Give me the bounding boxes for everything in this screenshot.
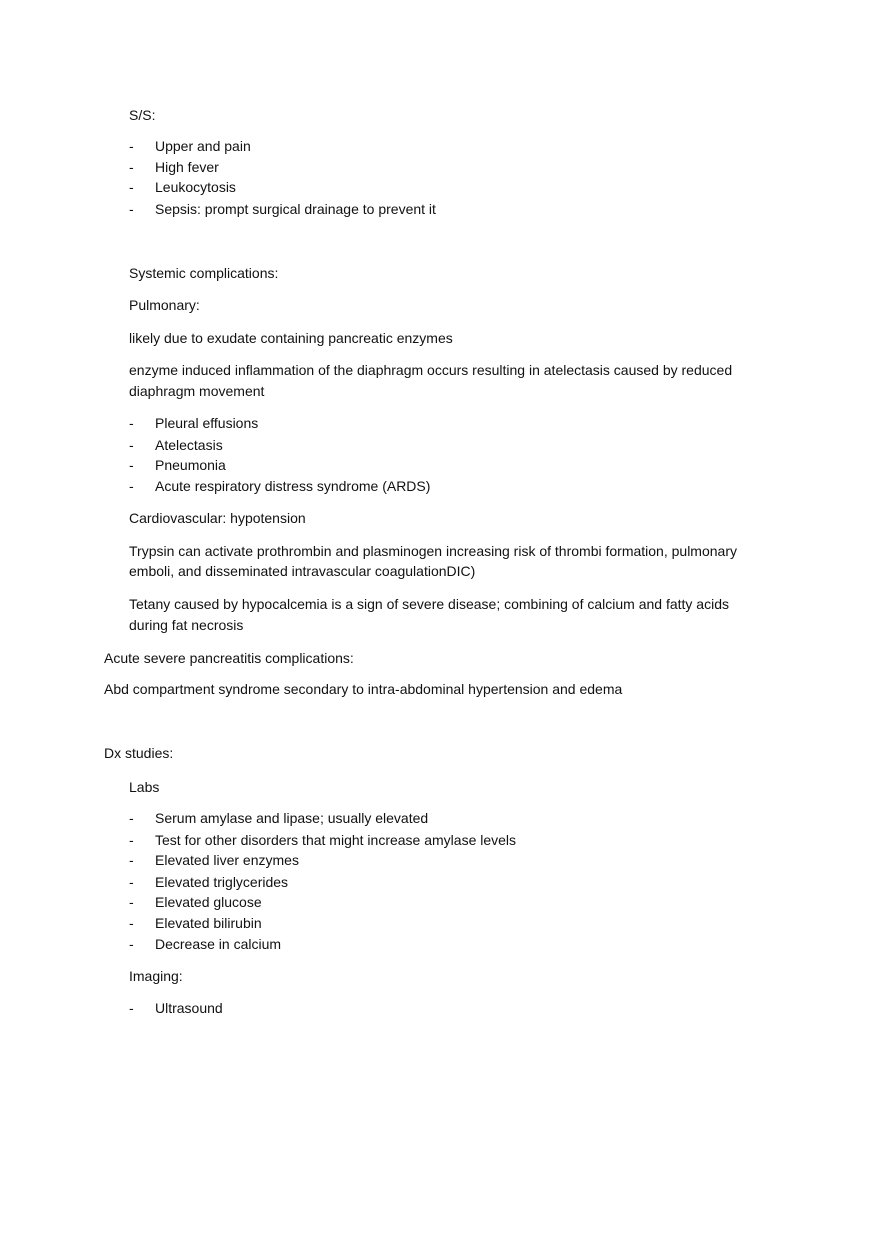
bullet-dash: -: [129, 201, 134, 217]
bullet-dash: -: [129, 179, 134, 195]
bullet-dash: -: [129, 832, 134, 848]
list-item-text: Decrease in calcium: [155, 936, 282, 952]
list-item-text: Test for other disorders that might increase amylase levels: [155, 832, 517, 848]
list-item-text: Pneumonia: [155, 457, 226, 473]
cardiovascular-text: Cardiovascular: hypotension: [129, 510, 306, 526]
list-item-text: Elevated liver enzymes: [155, 852, 299, 868]
pulmonary-paragraph-1: likely due to exudate containing pancreatic enzymes: [129, 330, 453, 346]
list-item-text: Serum amylase and lipase; usually elevated: [155, 810, 429, 826]
bullet-dash: -: [129, 478, 134, 494]
bullet-dash: -: [129, 936, 134, 952]
systemic-heading: Systemic complications:: [129, 265, 279, 281]
acute-text: Abd compartment syndrome secondary to intra-abdominal hypertension and edema: [104, 681, 623, 697]
bullet-dash: -: [129, 874, 134, 890]
pulmonary-paragraph-2-line-1: enzyme induced inflammation of the diaphragm occurs resulting in atelectasis caused by reduced: [129, 362, 733, 378]
list-item-text: Leukocytosis: [155, 179, 236, 195]
list-item-text: Elevated bilirubin: [155, 915, 262, 931]
bullet-dash: -: [129, 138, 134, 154]
bullet-dash: -: [129, 915, 134, 931]
imaging-heading: Imaging:: [129, 968, 183, 984]
list-item-text: Sepsis: prompt surgical drainage to prevent it: [155, 201, 436, 217]
bullet-dash: -: [129, 852, 134, 868]
list-item-text: Acute respiratory distress syndrome (ARDS): [155, 478, 431, 494]
tetany-line-2: during fat necrosis: [129, 617, 244, 633]
bullet-dash: -: [129, 457, 134, 473]
list-item-text: Ultrasound: [155, 1000, 223, 1016]
labs-heading: Labs: [129, 779, 160, 795]
acute-heading: Acute severe pancreatitis complications:: [104, 650, 354, 666]
pulmonary-heading: Pulmonary:: [129, 297, 200, 313]
list-item-text: Pleural effusions: [155, 415, 259, 431]
tetany-line-1: Tetany caused by hypocalcemia is a sign of severe disease; combining of calcium and fatty acids: [129, 596, 729, 612]
dx-heading: Dx studies:: [104, 745, 174, 761]
trypsin-line-1: Trypsin can activate prothrombin and plasminogen increasing risk of thrombi formation, pulmonary: [129, 543, 737, 559]
list-item-text: Elevated triglycerides: [155, 874, 289, 890]
bullet-dash: -: [129, 437, 134, 453]
list-item-text: High fever: [155, 159, 219, 175]
ss-heading: S/S:: [129, 107, 156, 123]
trypsin-line-2: emboli, and disseminated intravascular coagulationDIC): [129, 563, 476, 579]
bullet-dash: -: [129, 159, 134, 175]
pulmonary-paragraph-2-line-2: diaphragm movement: [129, 383, 265, 399]
bullet-dash: -: [129, 894, 134, 910]
list-item-text: Atelectasis: [155, 437, 223, 453]
bullet-dash: -: [129, 810, 134, 826]
bullet-dash: -: [129, 415, 134, 431]
bullet-dash: -: [129, 1000, 134, 1016]
list-item-text: Upper and pain: [155, 138, 251, 154]
list-item-text: Elevated glucose: [155, 894, 262, 910]
